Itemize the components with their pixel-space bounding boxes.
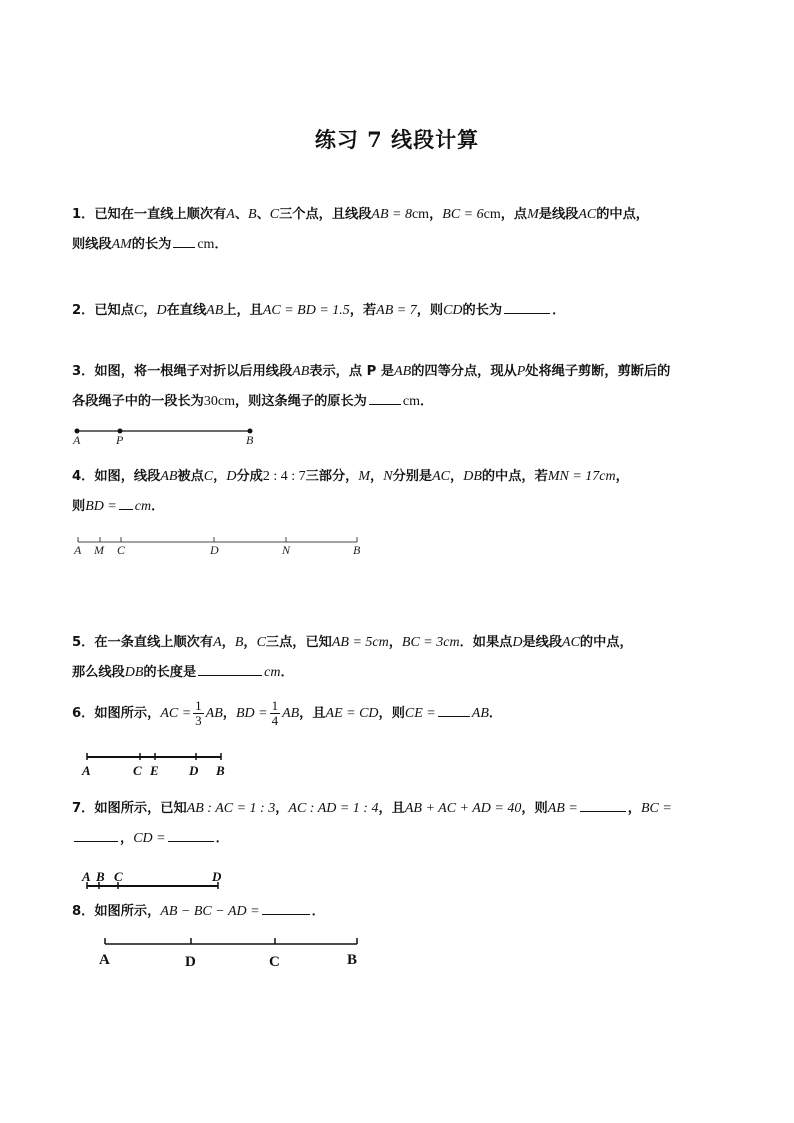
- q3-label-b: B: [246, 433, 254, 447]
- q3-text: ，则这条绳子的原长为: [234, 394, 367, 409]
- q5-text: 的长度是: [143, 665, 197, 680]
- q7-period: ．: [215, 831, 229, 846]
- q6-text: ，且: [299, 706, 326, 721]
- q3-period: ．: [419, 394, 434, 409]
- q1-point-m: M: [527, 207, 539, 222]
- q6-label-c: C: [133, 763, 142, 778]
- q7-text: ，且: [378, 801, 405, 816]
- q1-point-c: C: [269, 207, 280, 222]
- q3-value: 30cm: [203, 394, 235, 409]
- q7-ratio-2: AC : AD = 1 : 4: [288, 801, 379, 816]
- q5-point-c: C: [256, 635, 266, 650]
- q2-eq: AC = BD = 1.5: [262, 303, 350, 318]
- q5-unit: cm: [264, 665, 281, 680]
- q3-label-p: P: [116, 433, 124, 447]
- page-title: 练习 7 线段计算: [314, 127, 480, 152]
- q8-expr: AB − BC − AD =: [160, 904, 260, 919]
- q8-period: ．: [311, 904, 325, 919]
- q2-period: ．: [552, 303, 566, 318]
- q5-eq1: AB = 5cm: [331, 635, 389, 650]
- q6-bd: BD =: [235, 706, 268, 721]
- q4-ratio: 2 : 4 : 7: [262, 469, 306, 484]
- q1-text-c: ，点: [500, 207, 528, 222]
- q1-sep: 、: [256, 207, 270, 222]
- q4-text: 则: [72, 499, 86, 514]
- q3-seg-ab: AB: [394, 364, 412, 379]
- q4-text: ，: [450, 469, 464, 484]
- q4-text: 的中点，若: [481, 469, 548, 484]
- q7-ratio-1: AB : AC = 1 : 3: [186, 801, 276, 816]
- q1-text-b: 三个点，且线段: [279, 207, 372, 222]
- q4-bd: BD =: [85, 499, 117, 514]
- q8-label-a: A: [99, 952, 110, 968]
- q3-text: 表示，点 P 是: [309, 364, 395, 379]
- q2-text: 2．已知点: [72, 303, 134, 318]
- q5-text: 三点，已知: [265, 635, 332, 650]
- q4-label-n: N: [282, 543, 291, 557]
- q7-label-c: C: [114, 869, 123, 884]
- q1-unit: cm: [197, 237, 215, 252]
- q8-figure: [99, 938, 357, 970]
- fraction-denominator: 4: [271, 712, 279, 728]
- q4-text: 三部分，: [305, 469, 359, 484]
- q3-seg-ab: AB: [292, 364, 310, 379]
- q4-unit: cm: [134, 499, 152, 514]
- q4-seg-db: DB: [463, 469, 482, 484]
- q4-label-a: A: [74, 543, 82, 557]
- q6-label-e: E: [150, 763, 159, 778]
- q8-text: 8．如图所示，: [72, 904, 161, 919]
- q5-period: ．: [280, 665, 294, 680]
- q6-text: 6．如图所示，: [72, 706, 161, 721]
- q4-label-c: C: [117, 543, 126, 557]
- q6-label-b: B: [216, 763, 225, 778]
- q5-point-b: B: [234, 635, 244, 650]
- q1-text-f: 则线段: [72, 237, 112, 252]
- q1-text-g: 的长为: [131, 237, 172, 252]
- q4-seg-ab: AB: [160, 469, 178, 484]
- q4-text: ，: [213, 469, 227, 484]
- q1-seg-am: AM: [111, 237, 132, 252]
- q1-text-e: 的中点，: [596, 207, 649, 222]
- q7-figure: [81, 869, 222, 889]
- q3-label-a: A: [73, 433, 81, 447]
- q3-text: 处将绳子剪断，剪断后的: [525, 364, 671, 379]
- q1-eq-ab: AB = 8: [371, 207, 412, 222]
- q2-seg-cd: CD: [443, 303, 463, 318]
- q1-point-a: A: [226, 207, 235, 222]
- q5-text: ，: [388, 635, 402, 650]
- q6-ab: AB: [205, 706, 223, 721]
- q2-point-c: C: [133, 303, 144, 318]
- q7-bc: BC =: [640, 801, 672, 816]
- q2-line-ab: AB: [206, 303, 224, 318]
- q1-seg-ac: AC: [578, 207, 597, 222]
- q6-ab: AB: [471, 706, 489, 721]
- q4-text: ，: [615, 469, 629, 484]
- q7-text: ，: [627, 801, 641, 816]
- q3-unit: cm: [402, 394, 420, 409]
- q2-text: 的长为: [462, 303, 503, 318]
- q4-label-m: M: [94, 543, 104, 557]
- q8-label-d: D: [185, 954, 196, 970]
- q7-label-d: D: [212, 869, 222, 884]
- q6-text: ，则: [378, 706, 405, 721]
- q4-text: 分成: [236, 469, 263, 484]
- q1-text-a: 1．已知在一直线上顺次有: [72, 207, 227, 222]
- q6-ce: CE =: [404, 706, 436, 721]
- q4-seg-ac: AC: [432, 469, 451, 484]
- q2-text: ，若: [349, 303, 377, 318]
- q4-label-d: D: [210, 543, 219, 557]
- q5-text: 那么线段: [72, 665, 125, 680]
- q5-text: 是线段: [522, 635, 563, 650]
- q6-ac: AC =: [160, 706, 192, 721]
- q2-text: 在直线: [166, 303, 207, 318]
- q6-figure: [81, 753, 225, 778]
- fraction-denominator: 3: [195, 712, 202, 728]
- q3-figure: [72, 429, 254, 448]
- q7-cd: CD =: [133, 831, 166, 846]
- q2-text: ，则: [416, 303, 444, 318]
- q6-ab: AB: [282, 706, 300, 721]
- q5-point-a: A: [213, 635, 222, 650]
- q6-label-a: A: [82, 763, 91, 778]
- q4-point-c: C: [203, 469, 214, 484]
- q5-text: ．如果点: [459, 635, 513, 650]
- q1-period: ．: [214, 237, 228, 252]
- q6-period: ．: [488, 706, 503, 721]
- q4-point-m: M: [358, 469, 371, 484]
- q7-text: ，则: [521, 801, 548, 816]
- q5-text: ，: [221, 635, 235, 650]
- q4-text: 被点: [177, 469, 204, 484]
- q5-point-d: D: [512, 635, 523, 650]
- q7-ab: AB =: [547, 801, 578, 816]
- q5-text: ，: [243, 635, 257, 650]
- q6-text: ，: [222, 706, 236, 721]
- q3-text: 各段绳子中的一段长为: [72, 394, 204, 409]
- q4-text: 分别是: [392, 469, 433, 484]
- q7-text: ，: [275, 801, 289, 816]
- q4-figure: [73, 537, 361, 557]
- q4-period: ．: [151, 499, 165, 514]
- q2-point-d: D: [156, 303, 167, 318]
- q2-eq2: AB = 7: [376, 303, 417, 318]
- q4-text: ，: [370, 469, 384, 484]
- q5-eq2: BC = 3cm: [401, 635, 460, 650]
- fraction-numerator: 1: [195, 697, 202, 713]
- q1-point-b: B: [248, 207, 257, 222]
- q1-unit: cm: [411, 207, 430, 222]
- q4-label-b: B: [353, 543, 361, 557]
- q7-text: 7．如图所示，已知: [72, 801, 187, 816]
- q4-eq: MN = 17cm: [547, 469, 616, 484]
- q1-sep: 、: [234, 207, 248, 222]
- q1-unit: cm: [483, 207, 501, 222]
- q2-text: 上，且: [223, 303, 263, 318]
- q7-text: ，: [120, 831, 134, 846]
- q2-text: ，: [143, 303, 157, 318]
- q8-label-c: C: [269, 954, 280, 970]
- fraction-numerator: 1: [271, 697, 279, 713]
- q4-point-n: N: [383, 469, 393, 484]
- q3-text: 3．如图，将一根绳子对折以后用线段: [72, 364, 293, 379]
- q5-seg-ac: AC: [562, 635, 580, 650]
- q6-eq: AE = CD: [325, 706, 379, 721]
- q1-eq-bc: BC = 6: [442, 207, 484, 222]
- q5-seg-db: DB: [124, 665, 144, 680]
- q1-comma: ，: [429, 207, 443, 222]
- q4-point-d: D: [226, 469, 237, 484]
- q1-text-d: 是线段: [538, 207, 579, 222]
- q6-label-d: D: [189, 763, 199, 778]
- q4-text: 4．如图，线段: [72, 469, 161, 484]
- q7-sum: AB + AC + AD = 40: [404, 801, 522, 816]
- q5-text: 5．在一条直线上顺次有: [72, 635, 214, 650]
- q5-text: 的中点，: [579, 635, 633, 650]
- q8-label-b: B: [347, 952, 358, 968]
- q7-label-b: B: [96, 869, 105, 884]
- q3-point-p: P: [516, 364, 526, 379]
- q3-text: 的四等分点，现从: [411, 364, 517, 379]
- q7-label-a: A: [82, 869, 91, 884]
